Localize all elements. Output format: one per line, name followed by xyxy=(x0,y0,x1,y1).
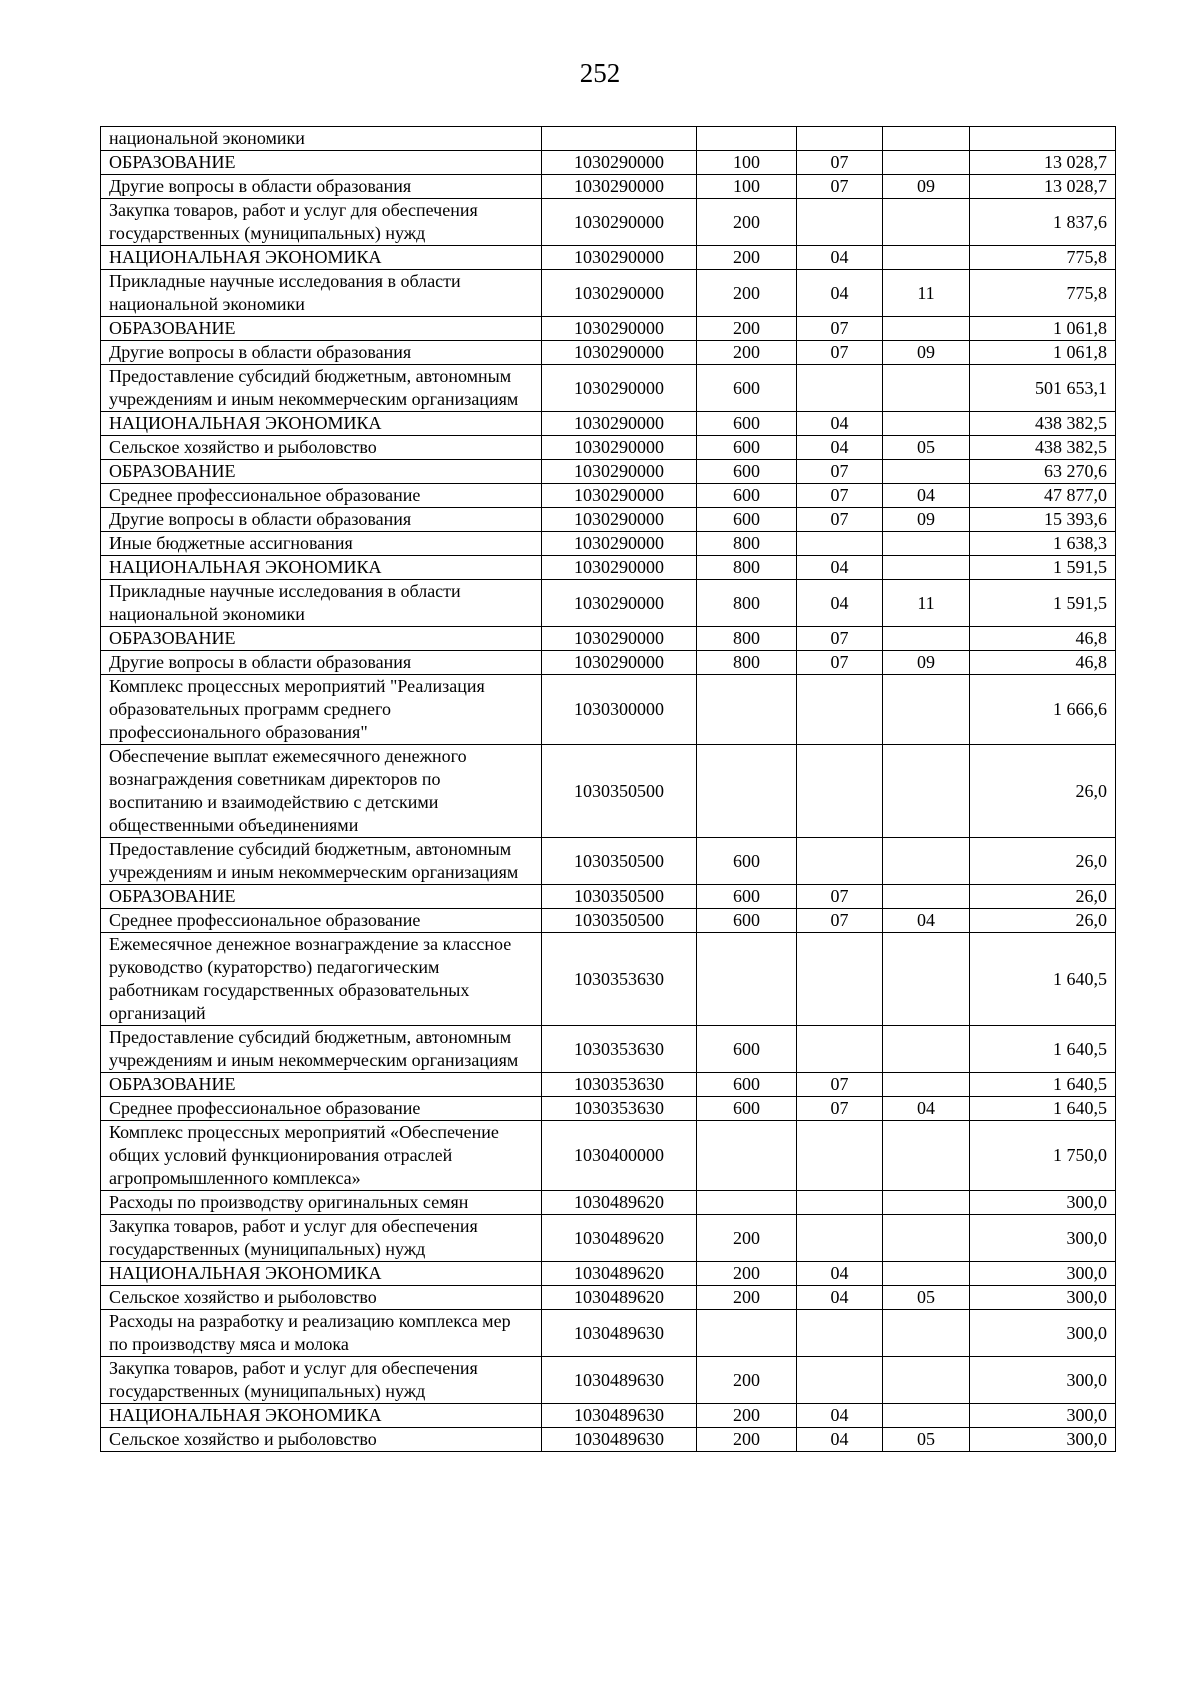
amount-cell: 1 638,3 xyxy=(970,532,1116,556)
expense-name-cell: Среднее профессиональное образование xyxy=(101,1097,542,1121)
section-cell xyxy=(797,1357,883,1404)
table-row xyxy=(101,1073,1116,1097)
amount-cell: 300,0 xyxy=(970,1404,1116,1428)
table-row xyxy=(101,1026,1116,1073)
expense-type-cell: 800 xyxy=(697,627,797,651)
target-code-cell xyxy=(542,127,697,151)
target-code-cell: 1030489630 xyxy=(542,1357,697,1404)
target-code-cell: 1030290000 xyxy=(542,580,697,627)
expense-name-cell: НАЦИОНАЛЬНАЯ ЭКОНОМИКА xyxy=(101,1262,542,1286)
table-row xyxy=(101,1121,1116,1191)
amount-cell: 1 640,5 xyxy=(970,1073,1116,1097)
section-cell: 07 xyxy=(797,909,883,933)
expense-name-cell: НАЦИОНАЛЬНАЯ ЭКОНОМИКА xyxy=(101,556,542,580)
target-code-cell: 1030353630 xyxy=(542,933,697,1026)
table-row xyxy=(101,508,1116,532)
subsection-cell xyxy=(883,412,970,436)
target-code-cell: 1030350500 xyxy=(542,745,697,838)
amount-cell: 46,8 xyxy=(970,627,1116,651)
table-row xyxy=(101,745,1116,838)
target-code-cell: 1030290000 xyxy=(542,151,697,175)
table-row xyxy=(101,1215,1116,1262)
target-code-cell: 1030489630 xyxy=(542,1428,697,1452)
expense-name-cell: Другие вопросы в области образования xyxy=(101,175,542,199)
expense-name-cell: Другие вопросы в области образования xyxy=(101,508,542,532)
expense-name-cell: Предоставление субсидий бюджетным, автономным учреждениям и иным некоммерческим организациям xyxy=(101,1026,542,1073)
subsection-cell xyxy=(883,317,970,341)
table-row xyxy=(101,651,1116,675)
target-code-cell: 1030353630 xyxy=(542,1097,697,1121)
expense-type-cell: 600 xyxy=(697,1073,797,1097)
section-cell: 04 xyxy=(797,412,883,436)
subsection-cell xyxy=(883,151,970,175)
subsection-cell: 04 xyxy=(883,1097,970,1121)
table-row xyxy=(101,1097,1116,1121)
expense-name-cell: Другие вопросы в области образования xyxy=(101,651,542,675)
expense-type-cell: 600 xyxy=(697,365,797,412)
expense-type-cell: 100 xyxy=(697,175,797,199)
table-row xyxy=(101,532,1116,556)
section-cell: 04 xyxy=(797,1286,883,1310)
amount-cell: 13 028,7 xyxy=(970,175,1116,199)
expense-type-cell: 200 xyxy=(697,1428,797,1452)
expense-name-cell: Сельское хозяйство и рыболовство xyxy=(101,1286,542,1310)
section-cell: 04 xyxy=(797,580,883,627)
expense-type-cell: 100 xyxy=(697,151,797,175)
amount-cell: 775,8 xyxy=(970,246,1116,270)
subsection-cell: 05 xyxy=(883,436,970,460)
table-row xyxy=(101,1310,1116,1357)
expense-type-cell: 200 xyxy=(697,317,797,341)
subsection-cell xyxy=(883,1262,970,1286)
subsection-cell xyxy=(883,460,970,484)
expense-type-cell: 600 xyxy=(697,436,797,460)
target-code-cell: 1030300000 xyxy=(542,675,697,745)
section-cell: 04 xyxy=(797,436,883,460)
amount-cell: 15 393,6 xyxy=(970,508,1116,532)
expense-name-cell: Обеспечение выплат ежемесячного денежного вознаграждения советникам директоров по воспитанию и взаимодействию с детскими общественными объединениями xyxy=(101,745,542,838)
expense-type-cell: 200 xyxy=(697,270,797,317)
expense-name-cell: ОБРАЗОВАНИЕ xyxy=(101,317,542,341)
expense-type-cell xyxy=(697,1191,797,1215)
target-code-cell: 1030400000 xyxy=(542,1121,697,1191)
expense-type-cell: 200 xyxy=(697,246,797,270)
amount-cell: 13 028,7 xyxy=(970,151,1116,175)
section-cell xyxy=(797,1121,883,1191)
target-code-cell: 1030290000 xyxy=(542,532,697,556)
subsection-cell xyxy=(883,1121,970,1191)
subsection-cell: 09 xyxy=(883,508,970,532)
target-code-cell: 1030290000 xyxy=(542,175,697,199)
table-row xyxy=(101,1357,1116,1404)
table-row xyxy=(101,151,1116,175)
section-cell: 04 xyxy=(797,1404,883,1428)
target-code-cell: 1030489620 xyxy=(542,1262,697,1286)
amount-cell: 438 382,5 xyxy=(970,436,1116,460)
expense-type-cell: 200 xyxy=(697,1286,797,1310)
expense-name-cell: Предоставление субсидий бюджетным, автономным учреждениям и иным некоммерческим организациям xyxy=(101,838,542,885)
section-cell xyxy=(797,838,883,885)
subsection-cell xyxy=(883,838,970,885)
amount-cell: 1 640,5 xyxy=(970,933,1116,1026)
section-cell: 04 xyxy=(797,1428,883,1452)
expense-name-cell: Прикладные научные исследования в области национальной экономики xyxy=(101,580,542,627)
section-cell xyxy=(797,1026,883,1073)
expense-name-cell: ОБРАЗОВАНИЕ xyxy=(101,151,542,175)
section-cell: 07 xyxy=(797,341,883,365)
expense-type-cell xyxy=(697,745,797,838)
section-cell: 04 xyxy=(797,246,883,270)
subsection-cell xyxy=(883,627,970,651)
table-row xyxy=(101,1286,1116,1310)
section-cell xyxy=(797,365,883,412)
expense-type-cell xyxy=(697,1310,797,1357)
expense-type-cell: 800 xyxy=(697,556,797,580)
section-cell xyxy=(797,127,883,151)
amount-cell: 1 640,5 xyxy=(970,1026,1116,1073)
expense-name-cell: Предоставление субсидий бюджетным, автономным учреждениям и иным некоммерческим организациям xyxy=(101,365,542,412)
expense-type-cell: 200 xyxy=(697,1262,797,1286)
expense-type-cell xyxy=(697,1121,797,1191)
expense-type-cell: 600 xyxy=(697,1026,797,1073)
expense-name-cell: Комплекс процессных мероприятий "Реализация образовательных программ среднего профессионального образования" xyxy=(101,675,542,745)
target-code-cell: 1030290000 xyxy=(542,365,697,412)
subsection-cell xyxy=(883,1310,970,1357)
table-row xyxy=(101,484,1116,508)
section-cell: 07 xyxy=(797,460,883,484)
target-code-cell: 1030350500 xyxy=(542,838,697,885)
table-row xyxy=(101,246,1116,270)
amount-cell: 300,0 xyxy=(970,1262,1116,1286)
section-cell: 07 xyxy=(797,151,883,175)
target-code-cell: 1030350500 xyxy=(542,909,697,933)
amount-cell: 300,0 xyxy=(970,1428,1116,1452)
expense-name-cell: Среднее профессиональное образование xyxy=(101,484,542,508)
subsection-cell xyxy=(883,556,970,580)
table-row xyxy=(101,341,1116,365)
subsection-cell: 11 xyxy=(883,580,970,627)
table-row xyxy=(101,127,1116,151)
target-code-cell: 1030489620 xyxy=(542,1215,697,1262)
section-cell: 07 xyxy=(797,317,883,341)
expense-name-cell: Закупка товаров, работ и услуг для обеспечения государственных (муниципальных) нужд xyxy=(101,199,542,246)
subsection-cell xyxy=(883,745,970,838)
expense-name-cell: ОБРАЗОВАНИЕ xyxy=(101,885,542,909)
target-code-cell: 1030290000 xyxy=(542,341,697,365)
target-code-cell: 1030290000 xyxy=(542,556,697,580)
expense-name-cell: Сельское хозяйство и рыболовство xyxy=(101,1428,542,1452)
target-code-cell: 1030353630 xyxy=(542,1073,697,1097)
amount-cell: 1 061,8 xyxy=(970,341,1116,365)
expense-name-cell: Сельское хозяйство и рыболовство xyxy=(101,436,542,460)
expense-type-cell: 600 xyxy=(697,508,797,532)
expense-name-cell: Другие вопросы в области образования xyxy=(101,341,542,365)
target-code-cell: 1030290000 xyxy=(542,317,697,341)
amount-cell xyxy=(970,127,1116,151)
section-cell: 07 xyxy=(797,1097,883,1121)
table-row xyxy=(101,580,1116,627)
expense-type-cell: 200 xyxy=(697,341,797,365)
subsection-cell: 04 xyxy=(883,484,970,508)
expense-name-cell: Закупка товаров, работ и услуг для обеспечения государственных (муниципальных) нужд xyxy=(101,1215,542,1262)
target-code-cell: 1030290000 xyxy=(542,460,697,484)
expense-type-cell: 600 xyxy=(697,412,797,436)
expense-name-cell: ОБРАЗОВАНИЕ xyxy=(101,1073,542,1097)
expense-name-cell: НАЦИОНАЛЬНАЯ ЭКОНОМИКА xyxy=(101,246,542,270)
table-row xyxy=(101,838,1116,885)
table-row xyxy=(101,317,1116,341)
table-row xyxy=(101,412,1116,436)
amount-cell: 775,8 xyxy=(970,270,1116,317)
target-code-cell: 1030290000 xyxy=(542,484,697,508)
section-cell xyxy=(797,1310,883,1357)
expense-type-cell: 600 xyxy=(697,885,797,909)
amount-cell: 300,0 xyxy=(970,1215,1116,1262)
target-code-cell: 1030350500 xyxy=(542,885,697,909)
section-cell xyxy=(797,1191,883,1215)
expense-type-cell: 600 xyxy=(697,484,797,508)
amount-cell: 438 382,5 xyxy=(970,412,1116,436)
expense-type-cell: 800 xyxy=(697,580,797,627)
section-cell: 07 xyxy=(797,627,883,651)
expense-type-cell: 600 xyxy=(697,1097,797,1121)
section-cell: 04 xyxy=(797,1262,883,1286)
section-cell: 07 xyxy=(797,651,883,675)
table-row xyxy=(101,1191,1116,1215)
table-row xyxy=(101,460,1116,484)
table-row xyxy=(101,627,1116,651)
subsection-cell: 11 xyxy=(883,270,970,317)
amount-cell: 1 591,5 xyxy=(970,580,1116,627)
expense-name-cell: национальной экономики xyxy=(101,127,542,151)
expense-name-cell: Закупка товаров, работ и услуг для обеспечения государственных (муниципальных) нужд xyxy=(101,1357,542,1404)
table-row xyxy=(101,175,1116,199)
amount-cell: 1 591,5 xyxy=(970,556,1116,580)
expense-name-cell: Среднее профессиональное образование xyxy=(101,909,542,933)
section-cell: 07 xyxy=(797,885,883,909)
section-cell xyxy=(797,675,883,745)
amount-cell: 47 877,0 xyxy=(970,484,1116,508)
expense-type-cell: 200 xyxy=(697,199,797,246)
expense-name-cell: НАЦИОНАЛЬНАЯ ЭКОНОМИКА xyxy=(101,1404,542,1428)
expense-name-cell: Ежемесячное денежное вознаграждение за классное руководство (кураторство) педагогическим работникам государственных образовательных организаций xyxy=(101,933,542,1026)
amount-cell: 26,0 xyxy=(970,909,1116,933)
subsection-cell xyxy=(883,1215,970,1262)
subsection-cell xyxy=(883,933,970,1026)
table-row xyxy=(101,270,1116,317)
amount-cell: 63 270,6 xyxy=(970,460,1116,484)
amount-cell: 26,0 xyxy=(970,745,1116,838)
budget-table-body xyxy=(101,127,1116,1452)
amount-cell: 1 666,6 xyxy=(970,675,1116,745)
amount-cell: 1 061,8 xyxy=(970,317,1116,341)
table-row xyxy=(101,1404,1116,1428)
table-row xyxy=(101,909,1116,933)
section-cell xyxy=(797,745,883,838)
subsection-cell: 09 xyxy=(883,175,970,199)
expense-type-cell: 800 xyxy=(697,651,797,675)
amount-cell: 300,0 xyxy=(970,1310,1116,1357)
expense-type-cell: 600 xyxy=(697,838,797,885)
target-code-cell: 1030353630 xyxy=(542,1026,697,1073)
target-code-cell: 1030290000 xyxy=(542,627,697,651)
expense-type-cell: 200 xyxy=(697,1404,797,1428)
expense-name-cell: ОБРАЗОВАНИЕ xyxy=(101,627,542,651)
expense-type-cell: 600 xyxy=(697,909,797,933)
section-cell: 07 xyxy=(797,484,883,508)
subsection-cell: 04 xyxy=(883,909,970,933)
section-cell: 07 xyxy=(797,508,883,532)
subsection-cell: 09 xyxy=(883,651,970,675)
expense-name-cell: Расходы на разработку и реализацию комплекса мер по производству мяса и молока xyxy=(101,1310,542,1357)
table-row xyxy=(101,885,1116,909)
amount-cell: 1 837,6 xyxy=(970,199,1116,246)
amount-cell: 26,0 xyxy=(970,838,1116,885)
target-code-cell: 1030489620 xyxy=(542,1191,697,1215)
subsection-cell: 09 xyxy=(883,341,970,365)
table-row xyxy=(101,436,1116,460)
target-code-cell: 1030290000 xyxy=(542,270,697,317)
subsection-cell xyxy=(883,1357,970,1404)
expense-type-cell xyxy=(697,675,797,745)
subsection-cell xyxy=(883,1026,970,1073)
section-cell xyxy=(797,532,883,556)
subsection-cell xyxy=(883,885,970,909)
expense-type-cell xyxy=(697,127,797,151)
expense-name-cell: Расходы по производству оригинальных семян xyxy=(101,1191,542,1215)
section-cell xyxy=(797,1215,883,1262)
expense-type-cell xyxy=(697,933,797,1026)
subsection-cell xyxy=(883,532,970,556)
expense-name-cell: Комплекс процессных мероприятий «Обеспечение общих условий функционирования отраслей агропромышленного комплекса» xyxy=(101,1121,542,1191)
amount-cell: 300,0 xyxy=(970,1357,1116,1404)
amount-cell: 300,0 xyxy=(970,1286,1116,1310)
subsection-cell xyxy=(883,1073,970,1097)
subsection-cell xyxy=(883,1404,970,1428)
amount-cell: 300,0 xyxy=(970,1191,1116,1215)
expense-type-cell: 200 xyxy=(697,1215,797,1262)
table-row xyxy=(101,933,1116,1026)
section-cell: 04 xyxy=(797,270,883,317)
target-code-cell: 1030290000 xyxy=(542,246,697,270)
target-code-cell: 1030489620 xyxy=(542,1286,697,1310)
target-code-cell: 1030290000 xyxy=(542,508,697,532)
table-row xyxy=(101,556,1116,580)
subsection-cell xyxy=(883,246,970,270)
table-row xyxy=(101,1262,1116,1286)
amount-cell: 1 750,0 xyxy=(970,1121,1116,1191)
section-cell xyxy=(797,933,883,1026)
target-code-cell: 1030290000 xyxy=(542,436,697,460)
amount-cell: 46,8 xyxy=(970,651,1116,675)
expense-type-cell: 600 xyxy=(697,460,797,484)
expense-name-cell: Прикладные научные исследования в области национальной экономики xyxy=(101,270,542,317)
subsection-cell: 05 xyxy=(883,1286,970,1310)
subsection-cell xyxy=(883,127,970,151)
amount-cell: 26,0 xyxy=(970,885,1116,909)
subsection-cell xyxy=(883,199,970,246)
amount-cell: 501 653,1 xyxy=(970,365,1116,412)
subsection-cell xyxy=(883,365,970,412)
expense-name-cell: Иные бюджетные ассигнования xyxy=(101,532,542,556)
section-cell: 04 xyxy=(797,556,883,580)
page-number: 252 xyxy=(579,58,621,88)
table-row xyxy=(101,675,1116,745)
expense-name-cell: НАЦИОНАЛЬНАЯ ЭКОНОМИКА xyxy=(101,412,542,436)
section-cell: 07 xyxy=(797,1073,883,1097)
target-code-cell: 1030489630 xyxy=(542,1310,697,1357)
section-cell: 07 xyxy=(797,175,883,199)
target-code-cell: 1030489630 xyxy=(542,1404,697,1428)
target-code-cell: 1030290000 xyxy=(542,199,697,246)
target-code-cell: 1030290000 xyxy=(542,651,697,675)
budget-table xyxy=(100,126,1116,1452)
expense-name-cell: ОБРАЗОВАНИЕ xyxy=(101,460,542,484)
table-row xyxy=(101,365,1116,412)
amount-cell: 1 640,5 xyxy=(970,1097,1116,1121)
table-row xyxy=(101,1428,1116,1452)
section-cell xyxy=(797,199,883,246)
table-row xyxy=(101,199,1116,246)
subsection-cell xyxy=(883,675,970,745)
target-code-cell: 1030290000 xyxy=(542,412,697,436)
expense-type-cell: 800 xyxy=(697,532,797,556)
subsection-cell: 05 xyxy=(883,1428,970,1452)
expense-type-cell: 200 xyxy=(697,1357,797,1404)
subsection-cell xyxy=(883,1191,970,1215)
